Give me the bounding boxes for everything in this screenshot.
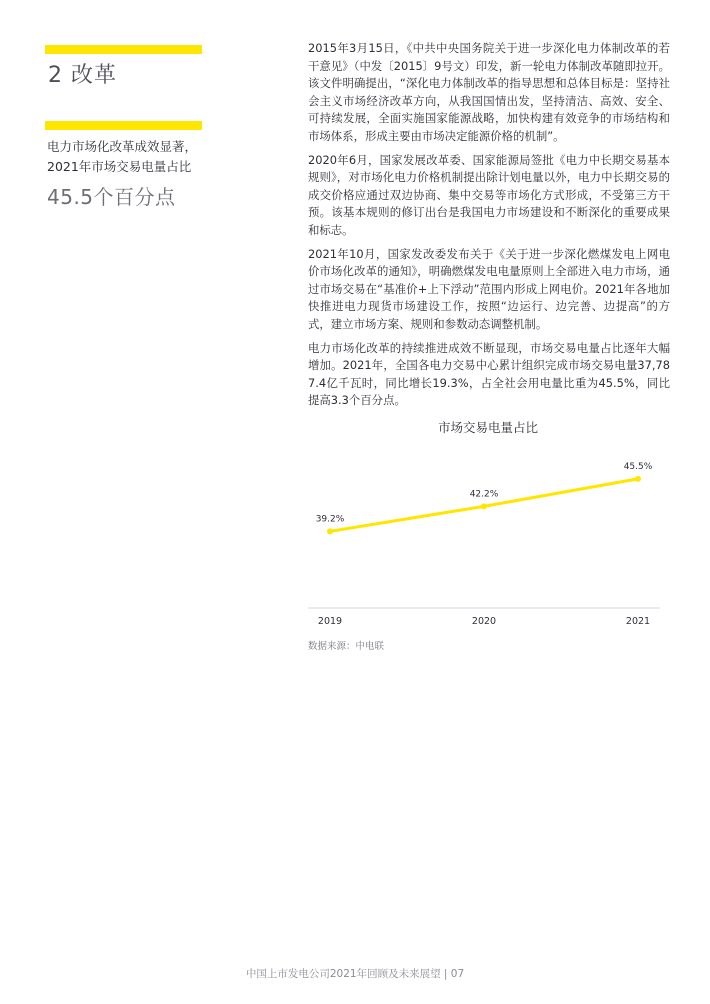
highlight-stat: 45.5个百分点: [47, 185, 176, 209]
paragraph-1: 2015年3月15日，《中共中央国务院关于进一步深化电力体制改革的若干意见》（中发〔2015〕9号文）印发，新一轮电力体制改革随即拉开。该文件明确提出，“深化电力体制改革的指导思想和总体目标是：坚持社会主义市场经济改革方向，从我国国情出发，坚持清洁、高效、安全、可持续发展，全面实施国家能源战略，加快构建有效竞争的市场结构和市场体系，形成主要由市场决定能源价格的机制”。: [308, 41, 670, 143]
page-footer: 中国上市发电公司2021年回顾及未来展望 | 07: [245, 968, 465, 980]
data-point: [327, 528, 333, 534]
caption-accent-bar: [45, 121, 202, 130]
data-point: [635, 476, 641, 482]
paragraph-3: 2021年10月，国家发改委发布关于《关于进一步深化燃煤发电上网电价市场化改革的通知》，明确燃煤发电电量原则上全部进入电力市场，通过市场交易在“基准价+上下浮动”范围内形成上网电价。2021年各地加快推进电力现货市场建设工作，按照“边运行、边完善、边提高”的方式，建立市场方案、规则和参数动态调整机制。: [308, 246, 670, 331]
paragraph-4: 电力市场化改革的持续推进成效不断显现，市场交易电量占比逐年大幅增加。2021年，全国各电力交易中心累计组织完成市场交易电量37,787.4亿千瓦时，同比增长19.3%，占全社会用电量比重为45.5%，同比提高3.3个百分点。: [308, 340, 670, 408]
chart-title: 市场交易电量占比: [437, 420, 538, 435]
data-label: 39.2%: [315, 514, 345, 525]
x-tick-label: 2021: [625, 616, 651, 627]
x-tick-label: 2020: [471, 616, 497, 627]
chart-source: 数据来源：中电联: [308, 641, 385, 652]
data-point: [481, 503, 487, 509]
section-title: 2 改革: [48, 63, 117, 88]
x-tick-label: 2019: [317, 616, 343, 627]
side-caption-line2: 2021年市场交易电量占比: [47, 159, 192, 174]
side-caption: [47, 137, 207, 177]
line-chart: [308, 440, 670, 635]
paragraph-2: 2020年6月，国家发展改革委、国家能源局签批《电力中长期交易基本规则》，对市场化电力价格机制提出除计划电量以外，电力中长期交易的成交价格应通过双边协商、集中交易等市场化方式形成，不受第三方干预。该基本规则的修订出台是我国电力市场建设和不断深化的重要成果和标志。: [308, 152, 670, 237]
data-label: 42.2%: [469, 489, 499, 500]
section-accent-bar: [45, 45, 202, 54]
data-label: 45.5%: [623, 461, 653, 472]
body-text: [308, 40, 670, 416]
side-caption-line1: 电力市场化改革成效显著，: [47, 139, 198, 154]
